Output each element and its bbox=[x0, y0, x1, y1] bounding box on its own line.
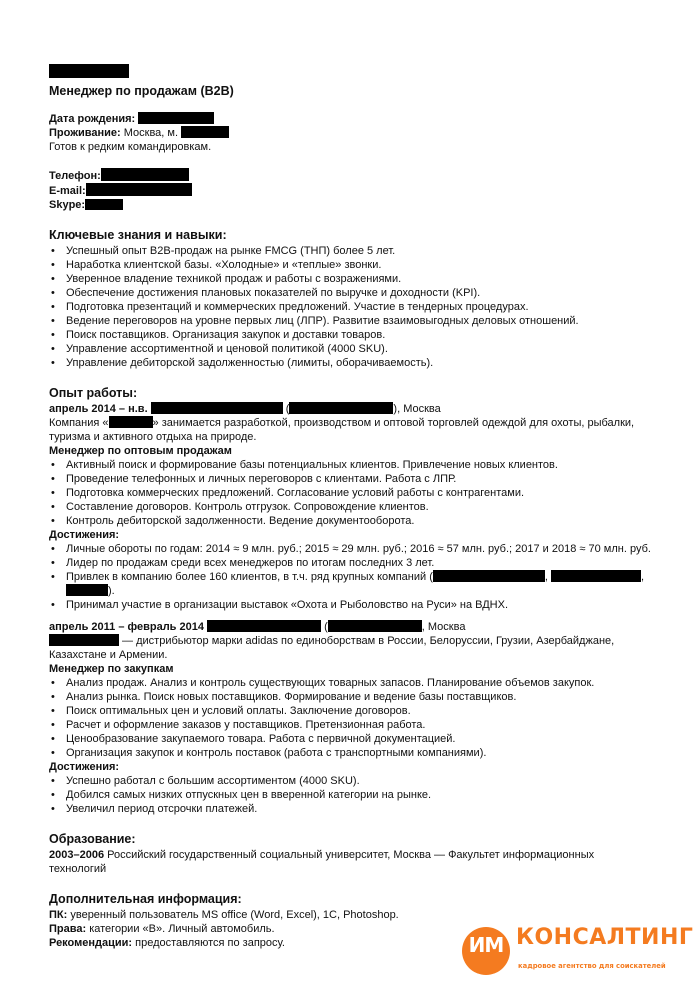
redacted-company-short bbox=[49, 634, 119, 646]
additional-heading: Дополнительная информация: bbox=[49, 892, 242, 906]
list-item: • Лидер по продажам среди всех менеджеров по итогам последних 3 лет. bbox=[49, 556, 669, 570]
job2-description-cont: Казахстане и Армении. bbox=[49, 649, 168, 661]
job1-location: ), Москва bbox=[393, 403, 441, 415]
redacted-company-short bbox=[109, 416, 153, 428]
redacted-skype bbox=[85, 199, 123, 210]
job2-achievements-heading: Достижения: bbox=[49, 761, 120, 773]
redacted-company bbox=[207, 620, 321, 632]
email-label: E-mail: bbox=[49, 185, 86, 197]
list-item: • Успешный опыт B2B-продаж на рынке FMCG (ТНП) более 5 лет. bbox=[49, 244, 669, 258]
education-row-cont: технологий bbox=[49, 863, 107, 875]
logo-brand: КОНСАЛТИНГ bbox=[516, 925, 694, 950]
job2-header bbox=[49, 620, 669, 634]
birth-date-row bbox=[49, 112, 669, 126]
redacted-company bbox=[151, 402, 283, 414]
skills-heading: Ключевые знания и навыки: bbox=[49, 228, 227, 242]
email-row bbox=[49, 183, 669, 198]
list-item: • Анализ рынка. Поиск новых поставщиков. Формирование и ведение базы поставщиков. bbox=[49, 690, 669, 704]
license-value: категории «В». Личный автомобиль. bbox=[86, 923, 275, 935]
job2-desc-end: — дистрибьютор марки adidas по единоборствам в России, Белоруссии, Грузии, Азербайджане, bbox=[119, 635, 615, 647]
job1-period: апрель 2014 – н.в. bbox=[49, 403, 148, 415]
list-item: • Принимал участие в организации выставок «Охота и Рыболовство на Руси» на ВДНХ. bbox=[49, 598, 669, 612]
list-item: • Личные обороты по годам: 2014 ≈ 9 млн. руб.; 2015 ≈ 29 млн. руб.; 2016 ≈ 57 млн. руб.; 2017 и 2018 ≈ 70 млн. руб. bbox=[49, 542, 669, 556]
job1-description bbox=[49, 416, 669, 430]
resume-title: Менеджер по продажам (B2B) bbox=[49, 84, 234, 98]
job2-description bbox=[49, 634, 669, 648]
list-item: • Управление ассортиментной и ценовой политикой (4000 SKU). bbox=[49, 342, 669, 356]
skype-label: Skype: bbox=[49, 199, 86, 211]
job1-description-cont: туризма и активного отдыха на природе. bbox=[49, 431, 257, 443]
ach3-sep: , bbox=[641, 571, 645, 583]
list-item: • Подготовка коммерческих предложений. Согласование условий работы с контрагентами. bbox=[49, 486, 669, 500]
job1-desc-end: » занимается разработкой, производством и оптовой торговлей одеждой для охоты, рыбалки, bbox=[152, 417, 635, 429]
redacted-client bbox=[66, 584, 108, 596]
phone-label: Телефон: bbox=[49, 170, 101, 182]
redacted-company-alias bbox=[328, 620, 422, 632]
resume-document bbox=[49, 64, 669, 957]
list-item: • Контроль дебиторской задолженности. Ведение документооборота. bbox=[49, 514, 669, 528]
job1-duties bbox=[49, 458, 669, 528]
candidate-name-redacted bbox=[49, 64, 669, 80]
redacted-email bbox=[86, 183, 192, 196]
experience-heading: Опыт работы: bbox=[49, 386, 138, 400]
birth-date-label: Дата рождения: bbox=[49, 113, 136, 125]
list-item: • Уверенное владение техникой продаж и работы с возражениями. bbox=[49, 272, 669, 286]
job2-paren: ( bbox=[324, 621, 328, 633]
pc-label: ПК: bbox=[49, 909, 68, 921]
residence-value: Москва, м. bbox=[123, 127, 179, 139]
job2-position: Менеджер по закупкам bbox=[49, 663, 174, 675]
list-item: • Обеспечение достижения плановых показателей по выручке и доходности (KPI). bbox=[49, 286, 669, 300]
job2-achievements bbox=[49, 774, 669, 816]
list-item: • Организация закупок и контроль поставок (работа с транспортными компаниями). bbox=[49, 746, 669, 760]
logo-tagline: кадровое агентство для соискателей bbox=[518, 962, 666, 970]
list-item: • Составление договоров. Контроль отгрузок. Сопровождение клиентов. bbox=[49, 500, 669, 514]
redacted-client bbox=[551, 570, 641, 582]
list-item: • Поиск поставщиков. Организация закупок и доставки товаров. bbox=[49, 328, 669, 342]
job2-location: , Москва bbox=[421, 621, 466, 633]
ach3-start: Привлек в компанию более 160 клиентов, в т.ч. ряд крупных компаний ( bbox=[66, 571, 433, 583]
list-item: • Активный поиск и формирование базы потенциальных клиентов. Привлечение новых клиентов. bbox=[49, 458, 669, 472]
list-item bbox=[49, 570, 669, 598]
education-heading: Образование: bbox=[49, 832, 136, 846]
ach3-end: ). bbox=[108, 585, 115, 597]
job1-achievements-heading: Достижения: bbox=[49, 529, 120, 541]
job1-position: Менеджер по оптовым продажам bbox=[49, 445, 232, 457]
redacted-metro bbox=[181, 126, 229, 138]
phone-row bbox=[49, 168, 669, 183]
list-item: • Расчет и оформление заказов у поставщиков. Претензионная работа. bbox=[49, 718, 669, 732]
list-item: • Управление дебиторской задолженностью (лимиты, оборачиваемость). bbox=[49, 356, 669, 370]
job1-header bbox=[49, 402, 669, 416]
skype-row bbox=[49, 198, 669, 212]
agency-logo bbox=[462, 925, 694, 979]
recommendations-value: предоставляются по запросу. bbox=[132, 937, 285, 949]
travel-readiness: Готов к редким командировкам. bbox=[49, 141, 212, 153]
logo-mark: ИМ bbox=[468, 933, 504, 957]
redacted-birth-date bbox=[138, 112, 214, 124]
ach3-sep: , bbox=[544, 571, 548, 583]
pc-skills-row bbox=[49, 908, 669, 922]
list-item: • Добился самых низких отпускных цен в вверенной категории на рынке. bbox=[49, 788, 669, 802]
license-label: Права: bbox=[49, 923, 87, 935]
list-item: • Анализ продаж. Анализ и контроль существующих товарных запасов. Планирование объемов закупок. bbox=[49, 676, 669, 690]
education-text: Российский государственный социальный университет, Москва — Факультет информационных bbox=[104, 849, 595, 861]
redacted-client bbox=[433, 570, 545, 582]
job1-desc-start: Компания « bbox=[49, 417, 109, 429]
job1-paren: ( bbox=[285, 403, 290, 415]
residence-label: Проживание: bbox=[49, 127, 121, 139]
job1-achievements bbox=[49, 542, 669, 612]
redacted-phone bbox=[101, 168, 189, 181]
redacted-company-alias bbox=[289, 402, 393, 414]
list-item: • Наработка клиентской базы. «Холодные» и «теплые» звонки. bbox=[49, 258, 669, 272]
list-item: • Подготовка презентаций и коммерческих предложений. Участие в тендерных процедурах. bbox=[49, 300, 669, 314]
list-item: • Ведение переговоров на уровне первых лиц (ЛПР). Развитие взаимовыгодных деловых отношений. bbox=[49, 314, 669, 328]
residence-row bbox=[49, 126, 669, 140]
skills-list bbox=[49, 244, 669, 370]
list-item: • Увеличил период отсрочки платежей. bbox=[49, 802, 669, 816]
job2-duties bbox=[49, 676, 669, 760]
pc-value: уверенный пользователь MS office (Word, Excel), 1С, Photoshop. bbox=[67, 909, 399, 921]
list-item: • Поиск оптимальных цен и условий оплаты. Заключение договоров. bbox=[49, 704, 669, 718]
education-row bbox=[49, 848, 669, 862]
job2-period: апрель 2011 – февраль 2014 bbox=[49, 621, 204, 633]
list-item: • Успешно работал с большим ассортиментом (4000 SKU). bbox=[49, 774, 669, 788]
recommendations-label: Рекомендации: bbox=[49, 937, 133, 949]
list-item: • Проведение телефонных и личных переговоров с клиентами. Работа с ЛПР. bbox=[49, 472, 669, 486]
list-item: • Ценообразование закупаемого товара. Работа с первичной документацией. bbox=[49, 732, 669, 746]
education-period: 2003–2006 bbox=[49, 849, 105, 861]
